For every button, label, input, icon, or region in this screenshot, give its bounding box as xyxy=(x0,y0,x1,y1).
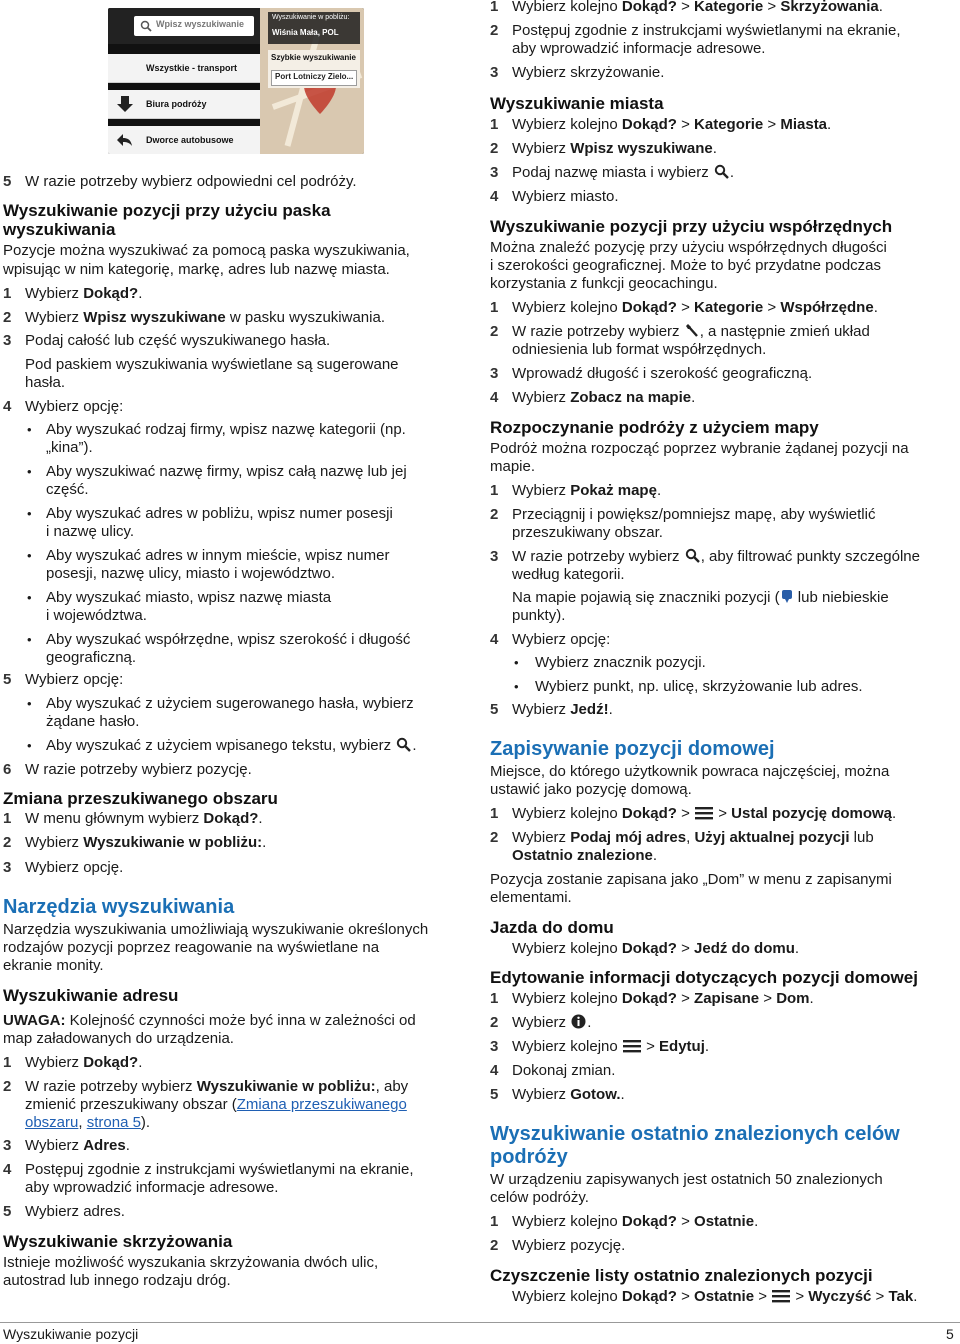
step-text: Postępuj zgodnie z instrukcjami wyświetlanymi na ekranie, xyxy=(25,1161,414,1178)
paragraph: Można znaleźć pozycję przy użyciu współrzędnych długości xyxy=(490,239,887,256)
step-number: 3 xyxy=(3,859,12,876)
step-text: Ostatnio znalezione. xyxy=(512,847,658,864)
section-heading: Edytowanie informacji dotyczących pozycji domowej xyxy=(490,968,918,987)
paragraph: Pod paskiem wyszukiwania wyświetlane są sugerowane xyxy=(25,356,399,373)
step-text: W razie potrzeby wybierz odpowiedni cel podróży. xyxy=(25,173,357,190)
bullet: • xyxy=(27,590,32,605)
bullet-text: posesji, nazwę ulicy, miasto i województwo. xyxy=(46,565,336,582)
arrow-down-icon xyxy=(116,96,134,112)
nearby-panel[interactable] xyxy=(268,12,360,44)
step-number: 5 xyxy=(3,1203,12,1220)
step-text: Wybierz kolejno Dokąd? > Kategorie > Skrzyżowania. xyxy=(512,0,883,15)
section-heading: Wyszukiwanie miasta xyxy=(490,94,664,113)
cross-ref-link[interactable]: obszaru xyxy=(25,1114,79,1131)
chapter-heading: podróży xyxy=(490,1146,568,1168)
step-number: 1 xyxy=(490,0,499,15)
step-text: Wybierz pozycję. xyxy=(512,1237,626,1254)
paragraph: punkty). xyxy=(512,607,566,624)
step-number: 2 xyxy=(490,140,499,157)
bullet-text: Aby wyszukać z użyciem sugerowanego hasła, wybierz xyxy=(46,695,414,712)
step-number: 2 xyxy=(490,1014,499,1031)
step-number: 1 xyxy=(3,285,12,302)
bullet-text: Aby wyszukać adres w innym mieście, wpisz numer xyxy=(46,547,390,564)
step-number: 2 xyxy=(490,323,499,340)
quick-search-panel xyxy=(268,50,360,88)
step-number: 4 xyxy=(3,398,12,415)
page-footer xyxy=(0,1322,960,1344)
step-text: przeszukiwany obszar. xyxy=(512,524,663,541)
step-number: 3 xyxy=(490,64,499,81)
chapter-heading: Wyszukiwanie ostatnio znalezionych celów xyxy=(490,1123,900,1145)
step-number: 2 xyxy=(490,829,499,846)
paragraph: wpisując w nim kategorię, markę, adres lub nazwę miasta. xyxy=(3,261,390,278)
bullet-text: i nazwę ulicy. xyxy=(46,523,135,540)
step-number: 1 xyxy=(490,1213,499,1230)
step-text: aby wprowadzić informacje adresowe. xyxy=(512,40,766,57)
step-text: Wybierz miasto. xyxy=(512,188,619,205)
nearby-label: Wyszukiwanie w pobliżu: xyxy=(272,14,350,21)
section-heading: Wyszukiwanie pozycji przy użyciu paska xyxy=(3,201,331,220)
menu-item-label: Biura podróży xyxy=(146,99,207,109)
step-text: Wybierz Wpisz wyszukiwane. xyxy=(512,140,717,157)
bullet: • xyxy=(514,679,519,694)
bullet-text: część. xyxy=(46,481,89,498)
step-number: 4 xyxy=(490,1062,499,1079)
step-number: 1 xyxy=(490,990,499,1007)
bullet: • xyxy=(514,655,519,670)
nearby-value: Wiśnia Mała, POL xyxy=(272,28,339,37)
menu-item-transport[interactable] xyxy=(108,54,260,83)
step-text: Wybierz . xyxy=(512,1014,592,1031)
step-text: Wybierz kolejno Dokąd? > Kategorie > Miasta. xyxy=(512,116,832,133)
step-text: Wybierz kolejno Dokąd? > Ostatnie > > Wyczyść > Tak. xyxy=(512,1288,918,1305)
step-number: 5 xyxy=(3,173,12,190)
step-text: Wybierz Adres. xyxy=(25,1137,130,1154)
note: UWAGA: Kolejność czynności może być inna w zależności od xyxy=(3,1012,416,1029)
menu-icon xyxy=(623,1039,641,1053)
step-number: 2 xyxy=(490,1237,499,1254)
step-number: 2 xyxy=(490,506,499,523)
search-placeholder: Wpisz wyszukiwanie xyxy=(156,19,245,29)
section-heading: wyszukiwania xyxy=(3,220,116,239)
step-text: Wybierz opcję: xyxy=(25,671,124,688)
step-number: 3 xyxy=(3,332,12,349)
paragraph: W urządzeniu zapisywanych jest ostatnich 50 znalezionych xyxy=(490,1171,883,1188)
step-text: W menu głównym wybierz Dokąd?. xyxy=(25,810,263,827)
step-number: 5 xyxy=(490,701,499,718)
menu-item-label: Wszystkie - transport xyxy=(146,63,238,73)
location-pin-icon xyxy=(781,589,793,604)
step-text: zmienić przeszukiwany obszar (Zmiana przeszukiwanego xyxy=(25,1096,407,1113)
step-text: Wybierz opcję. xyxy=(25,859,124,876)
step-text: Podaj nazwę miasta i wybierz . xyxy=(512,164,735,181)
menu-icon xyxy=(695,806,713,820)
search-bar-area xyxy=(108,8,260,44)
section-heading: Wyszukiwanie adresu xyxy=(3,986,179,1005)
bullet: • xyxy=(27,738,32,753)
bullet-text: geograficzną. xyxy=(46,649,137,666)
step-number: 5 xyxy=(3,671,12,688)
step-text: W razie potrzeby wybierz Wyszukiwanie w pobliżu:, aby xyxy=(25,1078,409,1095)
step-number: 1 xyxy=(3,1054,12,1071)
step-text: według kategorii. xyxy=(512,566,625,583)
menu-icon xyxy=(772,1289,790,1303)
step-text: Wybierz kolejno Dokąd? > Kategorie > Współrzędne. xyxy=(512,299,878,316)
step-text: aby wprowadzić informacje adresowe. xyxy=(25,1179,279,1196)
paragraph: mapie. xyxy=(490,458,536,475)
bullet-text: Wybierz punkt, np. ulicę, skrzyżowanie lub adres. xyxy=(535,678,863,695)
step-number: 2 xyxy=(490,22,499,39)
step-text: Wybierz adres. xyxy=(25,1203,125,1220)
step-number: 4 xyxy=(3,1161,12,1178)
step-text: odniesienia lub format współrzędnych. xyxy=(512,341,767,358)
paragraph: Miejsce, do którego użytkownik powraca najczęściej, można xyxy=(490,763,890,780)
step-text: Wybierz skrzyżowanie. xyxy=(512,64,665,81)
section-heading: Rozpoczynanie podróży z użyciem mapy xyxy=(490,418,819,437)
paragraph: Pozycje można wyszukiwać za pomocą paska wyszukiwania, xyxy=(3,242,410,259)
paragraph: autostrad lub innego rodzaju dróg. xyxy=(3,1272,231,1289)
step-text: W razie potrzeby wybierz , aby filtrować punkty szczególne xyxy=(512,548,920,565)
step-text: Wybierz kolejno Dokąd? > Zapisane > Dom. xyxy=(512,990,814,1007)
note: map załadowanych do urządzenia. xyxy=(3,1030,234,1047)
step-text: Wybierz kolejno Dokąd? > > Ustal pozycję domową. xyxy=(512,805,897,822)
step-number: 1 xyxy=(490,482,499,499)
step-number: 5 xyxy=(490,1086,499,1103)
step-text: Wprowadź długość i szerokość geograficzną. xyxy=(512,365,813,382)
menu-item-bus-stations[interactable] xyxy=(108,126,260,154)
bullet-text: Aby wyszukiwać nazwę firmy, wpisz całą nazwę lub jej xyxy=(46,463,407,480)
footer-section-title: Wyszukiwanie pozycji xyxy=(3,1326,139,1342)
bullet-text: Aby wyszukać miasto, wpisz nazwę miasta xyxy=(46,589,332,606)
menu-item-travel-agencies[interactable] xyxy=(108,90,260,119)
step-number: 3 xyxy=(490,365,499,382)
paragraph: i szerokości geograficznej. Może to być przydatne podczas xyxy=(490,257,882,274)
paragraph: Na mapie pojawią się znaczniki pozycji ( lub niebieskie xyxy=(512,589,889,606)
section-heading: Czyszczenie listy ostatnio znalezionych pozycji xyxy=(490,1266,873,1285)
device-screenshot xyxy=(108,8,364,154)
info-icon xyxy=(571,1014,586,1029)
step-text: Wybierz Zobacz na mapie. xyxy=(512,389,696,406)
quick-search-item[interactable]: Port Lotniczy Zielo... xyxy=(271,70,357,86)
step-text: Przeciągnij i powiększ/pomniejsz mapę, aby wyświetlić xyxy=(512,506,876,523)
paragraph: ustawić jako pozycję domową. xyxy=(490,781,692,798)
step-number: 2 xyxy=(3,309,12,326)
paragraph: Istnieje możliwość wyszukania skrzyżowania dwóch ulic, xyxy=(3,1254,379,1271)
bullet: • xyxy=(27,548,32,563)
step-number: 4 xyxy=(490,389,499,406)
search-icon xyxy=(396,737,411,752)
bullet-text: Wybierz znacznik pozycji. xyxy=(535,654,706,671)
step-text: W razie potrzeby wybierz , a następnie zmień układ xyxy=(512,323,870,340)
step-text: Wybierz kolejno Dokąd? > Jedź do domu. xyxy=(512,940,800,957)
back-icon xyxy=(116,132,134,148)
step-number: 3 xyxy=(490,548,499,565)
step-text: obszaru, strona 5). xyxy=(25,1114,151,1131)
bullet: • xyxy=(27,632,32,647)
search-icon xyxy=(140,20,152,32)
step-number: 6 xyxy=(3,761,12,778)
section-heading: Zmiana przeszukiwanego obszaru xyxy=(3,789,278,808)
quick-search-title: Szybkie wyszukiwanie xyxy=(271,53,356,62)
step-number: 1 xyxy=(3,810,12,827)
step-text: Wybierz Pokaż mapę. xyxy=(512,482,662,499)
step-text: W razie potrzeby wybierz pozycję. xyxy=(25,761,252,778)
step-text: Wybierz Wyszukiwanie w pobliżu:. xyxy=(25,834,267,851)
chapter-heading: Narzędzia wyszukiwania xyxy=(3,896,235,918)
paragraph: hasła. xyxy=(25,374,66,391)
chapter-heading: Zapisywanie pozycji domowej xyxy=(490,738,775,760)
paragraph: celów podróży. xyxy=(490,1189,589,1206)
bullet: • xyxy=(27,506,32,521)
paragraph: Narzędzia wyszukiwania umożliwiają wyszukiwanie określonych xyxy=(3,921,429,938)
step-text: Wybierz kolejno > Edytuj. xyxy=(512,1038,710,1055)
bullet-text: Aby wyszukać współrzędne, wpisz szerokość i długość xyxy=(46,631,411,648)
step-text: Wybierz Gotow.. xyxy=(512,1086,625,1103)
search-input[interactable] xyxy=(134,16,254,36)
step-text: Wybierz kolejno Dokąd? > Ostatnie. xyxy=(512,1213,759,1230)
bullet: • xyxy=(27,464,32,479)
bullet-text: żądane hasło. xyxy=(46,713,140,730)
step-text: Podaj całość lub część wyszukiwanego hasła. xyxy=(25,332,331,349)
menu-item-label: Dworce autobusowe xyxy=(146,135,234,145)
step-number: 3 xyxy=(490,1038,499,1055)
step-number: 1 xyxy=(490,805,499,822)
step-number: 1 xyxy=(490,299,499,316)
step-number: 1 xyxy=(490,116,499,133)
wrench-icon xyxy=(685,323,699,338)
paragraph: korzystania z funkcji geocachingu. xyxy=(490,275,718,292)
step-text: Wybierz Dokąd?. xyxy=(25,1054,143,1071)
page-link[interactable]: strona 5 xyxy=(86,1114,141,1131)
step-text: Wybierz Wpisz wyszukiwane w pasku wyszukiwania. xyxy=(25,309,385,326)
bullet-text: „kina”). xyxy=(46,439,93,456)
step-text: Wybierz opcję: xyxy=(512,631,611,648)
step-number: 3 xyxy=(3,1137,12,1154)
step-text: Dokonaj zmian. xyxy=(512,1062,616,1079)
page-number: 5 xyxy=(946,1326,954,1342)
step-text: Wybierz Podaj mój adres, Użyj aktualnej pozycji lub xyxy=(512,829,874,846)
step-number: 2 xyxy=(3,1078,12,1095)
step-number: 2 xyxy=(3,834,12,851)
step-text: Wybierz opcję: xyxy=(25,398,124,415)
search-icon xyxy=(685,548,700,563)
bullet-text: Aby wyszukać z użyciem wpisanego tekstu, wybierz . xyxy=(46,737,417,754)
cross-ref-link[interactable]: Zmiana przeszukiwanego xyxy=(236,1096,407,1113)
paragraph: rodzajów pozycji poprzez reagowanie na wyświetlane na xyxy=(3,939,380,956)
search-icon xyxy=(714,164,729,179)
step-text: Wybierz Dokąd?. xyxy=(25,285,143,302)
step-text: Postępuj zgodnie z instrukcjami wyświetlanymi na ekranie, xyxy=(512,22,901,39)
bullet-text: Aby wyszukać rodzaj firmy, wpisz nazwę kategorii (np. xyxy=(46,421,406,438)
step-number: 4 xyxy=(490,631,499,648)
bullet-text: Aby wyszukać adres w pobliżu, wpisz numer posesji xyxy=(46,505,393,522)
section-heading: Jazda do domu xyxy=(490,918,614,937)
section-heading: Wyszukiwanie skrzyżowania xyxy=(3,1232,233,1251)
paragraph: ekranie monity. xyxy=(3,957,104,974)
paragraph: Pozycja zostanie zapisana jako „Dom” w menu z zapisanymi xyxy=(490,871,892,888)
paragraph: elementami. xyxy=(490,889,572,906)
paragraph: Podróż można rozpocząć poprzez wybranie żądanej pozycji na xyxy=(490,440,909,457)
bullet: • xyxy=(27,422,32,437)
step-number: 3 xyxy=(490,164,499,181)
step-text: Wybierz Jedź!. xyxy=(512,701,613,718)
step-number: 4 xyxy=(490,188,499,205)
bullet-text: i województwa. xyxy=(46,607,147,624)
bullet: • xyxy=(27,696,32,711)
section-heading: Wyszukiwanie pozycji przy użyciu współrzędnych xyxy=(490,217,893,236)
